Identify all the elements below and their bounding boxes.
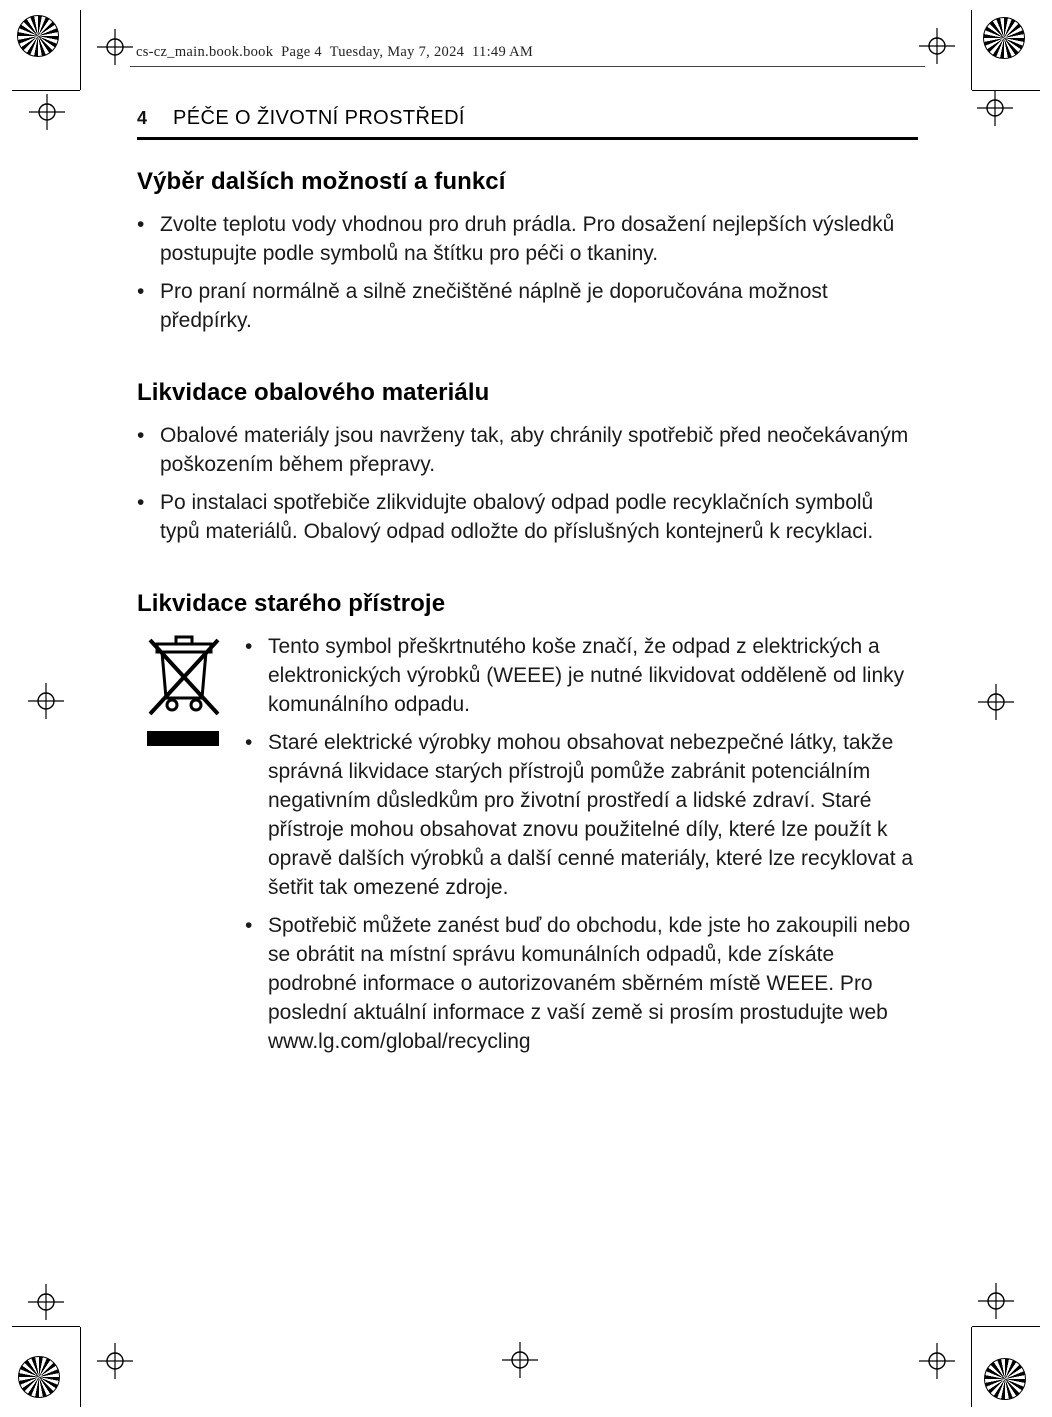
bullet-text: Staré elektrické výrobky mohou obsahovat nebezpečné látky, takže správná likvidace starých přístrojů pomůže zabránit potenciálním negativním důsledkům pro životní prostředí a lidské zdraví. Staré přístroje mohou obsahovat znovu použitelné díly, které lze použít k opravě dalších výrobků a další cenné materiály, které lze recyklovat a šetřit tak omezené zdroje. <box>268 731 914 899</box>
crop-line <box>12 90 80 91</box>
registration-mark-icon <box>919 1343 955 1379</box>
bullet-item <box>137 210 918 268</box>
bullet-text: Zvolte teplotu vody vhodnou pro druh prádla. Pro dosažení nejlepších výsledků postupujte podle symbolů na štítku pro péči o tkaniny. <box>160 213 895 265</box>
registration-mark-icon <box>977 90 1013 126</box>
registration-mark-icon <box>97 29 133 65</box>
weee-crossed-bin-icon <box>147 634 221 720</box>
bullet-item <box>137 277 918 335</box>
registration-mark-icon <box>919 28 955 64</box>
registration-mark-icon <box>28 1284 64 1320</box>
registration-mark-icon <box>97 1343 133 1379</box>
pinwheel-star-target-icon <box>983 17 1025 59</box>
crop-line <box>971 10 972 90</box>
header-rule <box>137 137 918 140</box>
bullet-item <box>245 728 918 902</box>
registration-mark-icon <box>978 1283 1014 1319</box>
page-content <box>137 150 918 1065</box>
registration-mark-icon <box>978 684 1014 720</box>
weee-symbol-block <box>137 632 245 1065</box>
pinwheel-star-target-icon <box>17 15 59 57</box>
weee-black-bar <box>147 731 219 746</box>
section-heading: Výběr dalších možností a funkcí <box>137 168 506 195</box>
crop-line <box>80 10 81 90</box>
registration-mark-icon <box>29 94 65 130</box>
section-additional-options <box>137 168 918 335</box>
crop-line <box>12 1326 80 1327</box>
bullet-marker: • <box>137 491 145 514</box>
page-number: 4 <box>137 108 148 128</box>
bullet-text: Obalové materiály jsou navrženy tak, aby chránily spotřebič před neočekávaným poškozením během přepravy. <box>160 424 909 476</box>
bullet-item <box>137 488 918 546</box>
bullet-text: Tento symbol přeškrtnutého koše značí, že odpad z elektrických a elektronických výrobků (WEEE) je nutné likvidovat odděleně od linky komunálního odpadu. <box>268 635 905 716</box>
bullet-item <box>245 911 918 1056</box>
section-heading: Likvidace obalového materiálu <box>137 379 490 406</box>
bullet-marker: • <box>245 635 253 658</box>
pinwheel-star-target-icon <box>984 1358 1026 1400</box>
bullet-marker: • <box>137 213 145 236</box>
bullet-text: Spotřebič můžete zanést buď do obchodu, kde jste ho zakoupili nebo se obrátit na místní správu komunálních odpadů, kde získáte podrobné informace o autorizovaném sběrném místě WEEE. Pro poslední aktuální informace z vaší země si prosím prostudujte web www.lg.com/global/recycling <box>268 914 911 1053</box>
page-title: PÉČE O ŽIVOTNÍ PROSTŘEDÍ <box>173 107 465 129</box>
crop-line <box>80 1327 81 1407</box>
pinwheel-star-target-icon <box>18 1356 60 1398</box>
print-slug: cs-cz_main.book.book Page 4 Tuesday, May 7, 2024 11:49 AM <box>136 44 534 60</box>
bullet-marker: • <box>245 731 253 754</box>
bullet-marker: • <box>137 280 145 303</box>
section-packaging-disposal <box>137 379 918 546</box>
bullet-text: Pro praní normálně a silně znečištěné náplně je doporučována možnost předpírky. <box>160 280 828 332</box>
registration-mark-icon <box>28 683 64 719</box>
old-appliance-bullets <box>245 632 918 1065</box>
old-appliance-body <box>137 632 918 1065</box>
crop-line <box>971 1327 972 1407</box>
bullet-text: Po instalaci spotřebiče zlikvidujte obalový odpad podle recyklačních symbolů typů materiálů. Obalový odpad odložte do příslušných kontejnerů k recyklaci. <box>160 491 874 543</box>
crop-line <box>972 1326 1040 1327</box>
bullet-marker: • <box>137 424 145 447</box>
bullet-item <box>137 421 918 479</box>
slug-rule <box>130 66 925 67</box>
page-header <box>137 107 465 130</box>
registration-mark-icon <box>502 1342 538 1378</box>
bullet-marker: • <box>245 914 253 937</box>
section-old-appliance-disposal <box>137 590 918 1065</box>
section-heading: Likvidace starého přístroje <box>137 590 446 617</box>
bullet-item <box>245 632 918 719</box>
